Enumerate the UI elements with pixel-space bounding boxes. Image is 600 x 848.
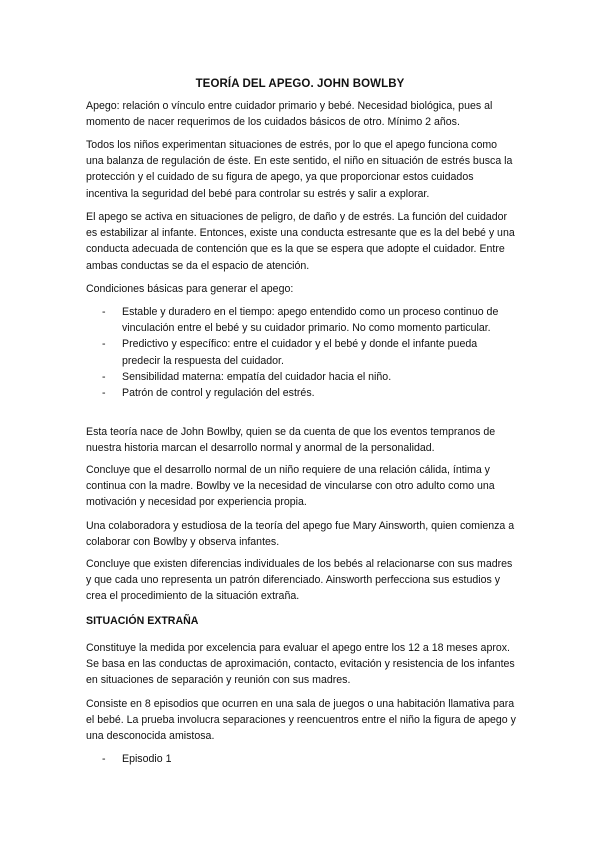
conditions-list <box>86 304 516 401</box>
paragraph-estres: Todos los niños experimentan situaciones de estrés, por lo que el apego funciona como una balanza de regulación de éste. En este sentido, el niño en situación de estrés busca la protección y el cuidado de su figura de apego, ya que proporcionar estos cuidados incentiva la seguridad del bebé para controlar su estrés y salir a explorar. <box>86 139 513 200</box>
list-item-text: Predictivo y específico: entre el cuidador y el bebé y donde el infante pueda predecir la respuesta del cuidador. <box>122 338 478 367</box>
list-item <box>86 751 516 767</box>
episodes-list <box>86 751 516 767</box>
paragraph-apego-definition: Apego: relación o vínculo entre cuidador primario y bebé. Necesidad biológica, pues al momento de nacer requerimos de los cuidados básicos de otro. Mínimo 2 años. <box>86 100 493 129</box>
bullet-dash: - <box>102 753 106 765</box>
bullet-dash: - <box>102 306 106 318</box>
list-item <box>86 369 516 385</box>
paragraph-activacion: El apego se activa en situaciones de peligro, de daño y de estrés. La función del cuidador es estabilizar al infante. Entonces, existe una conducta estresante que es la del bebé y una conducta adecuada de contención que es la que se espera que adopte el cuidador. Entre ambas conductas se da el espacio de atención. <box>86 211 515 272</box>
bullet-dash: - <box>102 387 106 400</box>
paragraph-diferencias: Concluye que existen diferencias individuales de los bebés al relacionarse con sus madres y que cada uno representa un patrón diferenciado. Ainsworth perfecciona sus estudios y crea el procedimiento de la situación extraña. <box>86 558 513 603</box>
list-item <box>86 385 516 401</box>
bullet-dash: - <box>102 338 106 351</box>
paragraph-episodios: Consiste en 8 episodios que ocurren en una sala de juegos o una habitación llamativa para el bebé. La prueba involucra separaciones y reencuentros entre el niño la figura de apego y una desconocida amistosa. <box>86 698 516 743</box>
paragraph-medida: Constituye la medida por excelencia para evaluar el apego entre los 12 a 18 meses aprox. Se basa en las conductas de aproximación, contacto, evitación y resistencia de los infantes en situaciones de separación y reunión con sus madres. <box>86 642 515 687</box>
bullet-dash: - <box>102 370 106 383</box>
document-title: TEORÍA DEL APEGO. JOHN BOWLBY <box>195 78 405 90</box>
section-heading: SITUACIÓN EXTRAÑA <box>86 615 199 627</box>
paragraph-desarrollo-normal: Concluye que el desarrollo normal de un niño requiere de una relación cálida, íntima y continua con la madre. Bowlby ve la necesidad de vincularse con otro adulto como una motivación y necesidad por experiencia propia. <box>86 464 495 509</box>
list-item-text: Episodio 1 <box>122 753 172 765</box>
paragraph-bowlby-origin: Esta teoría nace de John Bowlby, quien se da cuenta de que los eventos tempranos de nuestra historia marcan el desarrollo normal y anormal de la personalidad. <box>86 426 496 455</box>
list-item <box>86 304 516 336</box>
paragraph-condiciones-intro: Condiciones básicas para generar el apego: <box>86 283 294 295</box>
list-item-text: Sensibilidad materna: empatía del cuidador hacia el niño. <box>122 370 392 383</box>
list-item-text: Patrón de control y regulación del estrés. <box>122 387 315 400</box>
list-item <box>86 336 516 368</box>
paragraph-ainsworth: Una colaboradora y estudiosa de la teoría del apego fue Mary Ainsworth, quien comienza a colaborar con Bowlby y observa infantes. <box>86 520 515 549</box>
list-item-text: Estable y duradero en el tiempo: apego entendido como un proceso continuo de vinculación entre el bebé y su cuidador primario. No como momento particular. <box>122 306 499 335</box>
